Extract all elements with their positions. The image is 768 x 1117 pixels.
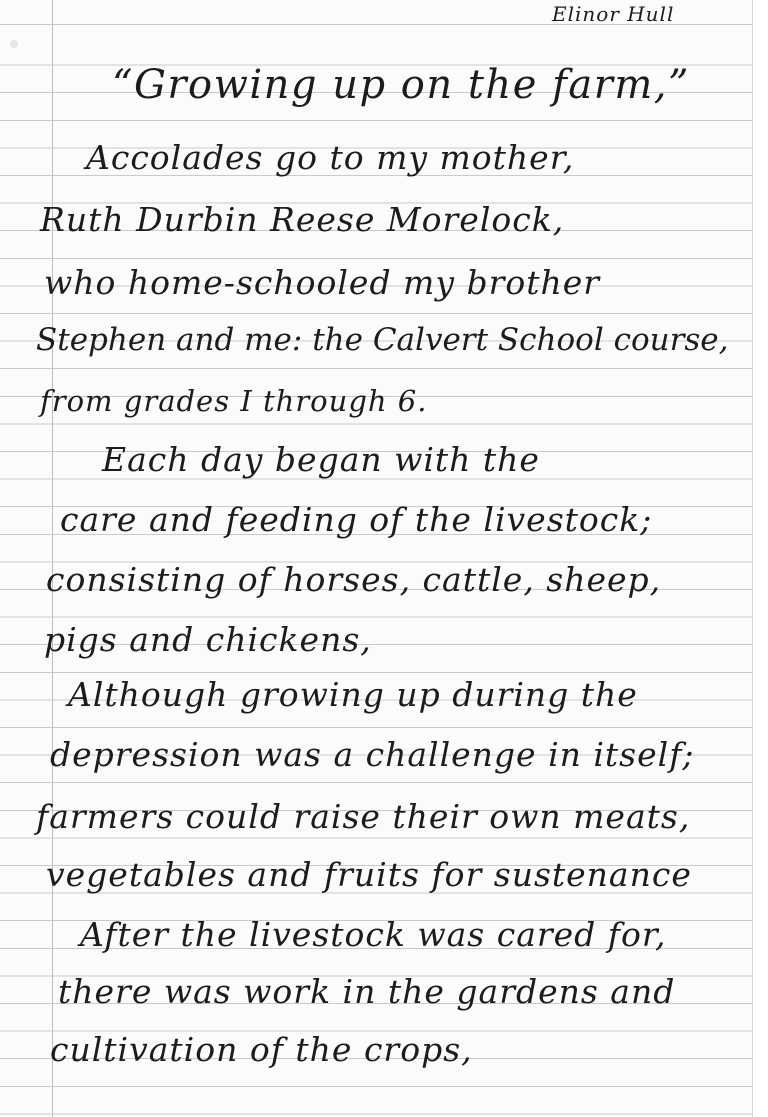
text-line: Ruth Durbin Reese Morelock, <box>40 200 565 239</box>
punch-hole <box>10 40 18 48</box>
text-line: Accolades go to my mother, <box>86 138 575 177</box>
essay-title: “Growing up on the farm,” <box>112 62 690 108</box>
text-line: from grades I through 6. <box>40 384 428 418</box>
text-line: consisting of horses, cattle, sheep, <box>46 560 662 599</box>
text-line: who home-schooled my brother <box>44 263 601 302</box>
text-line: pigs and chickens, <box>44 620 372 659</box>
text-line: Although growing up during the <box>68 675 638 714</box>
text-line: there was work in the gardens and <box>58 972 676 1011</box>
page-edge <box>752 0 768 1117</box>
text-line: farmers could raise their own meats, <box>36 797 691 836</box>
text-line: After the livestock was cared for, <box>80 915 667 954</box>
text-line: care and feeding of the livestock; <box>60 500 653 539</box>
text-line: cultivation of the crops, <box>50 1030 473 1069</box>
text-line: Each day began with the <box>102 440 540 479</box>
author-name: Elinor Hull <box>552 2 675 26</box>
margin-line <box>52 0 53 1117</box>
text-line: vegetables and fruits for sustenance <box>46 855 692 894</box>
text-line: Stephen and me: the Calvert School course, <box>36 322 729 358</box>
text-line: depression was a challenge in itself; <box>50 735 695 774</box>
